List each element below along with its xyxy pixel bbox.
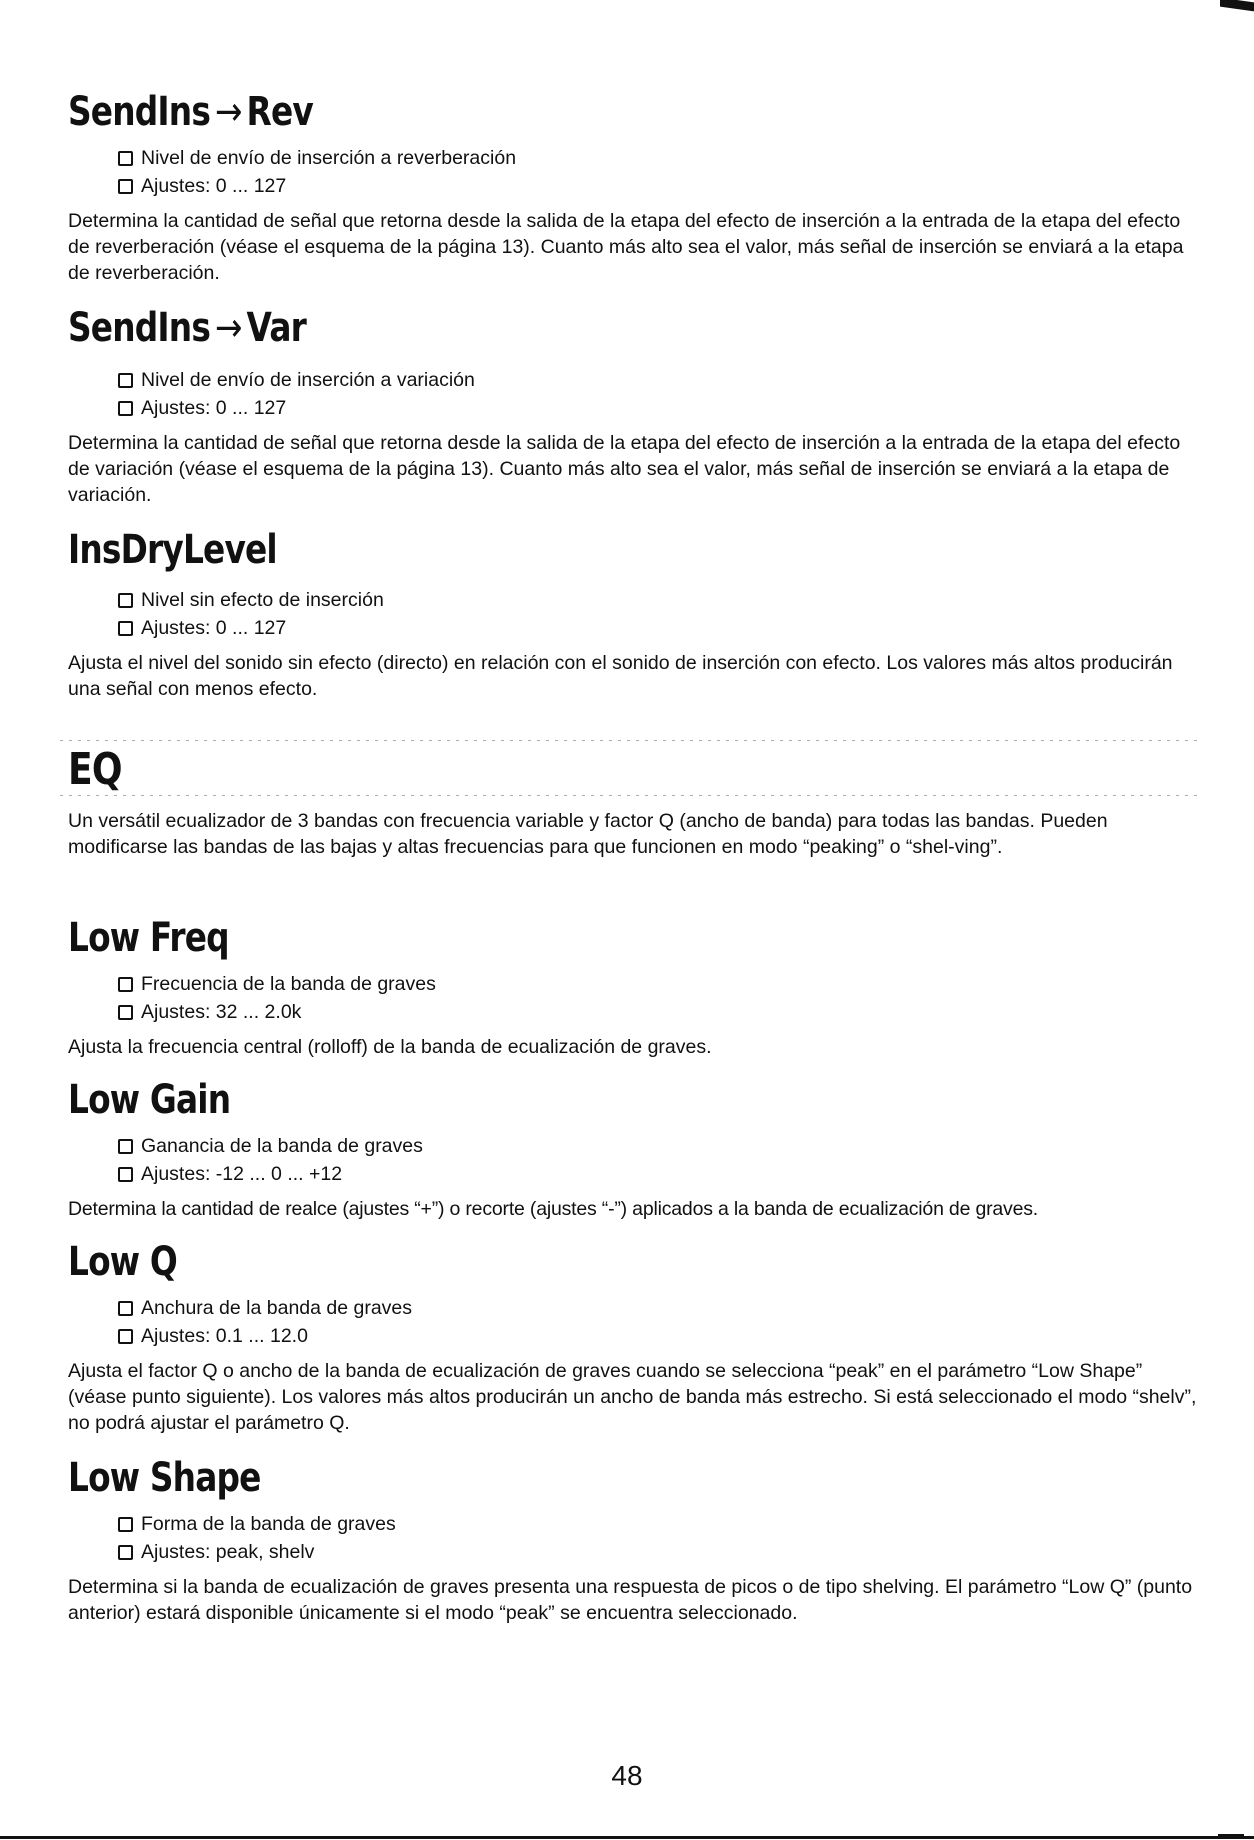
section-low-shape bbox=[68, 1455, 1198, 1626]
section-description: Determina si la banda de ecualización de graves presenta una respuesta de picos o de tipo shelving. El parámetro “Low Q” (punto anterior) estará disponible únicamente si el modo “peak” se encuentra seleccionado. bbox=[68, 1576, 1193, 1624]
checkbox-icon bbox=[118, 1139, 133, 1154]
section-description: Determina la cantidad de señal que retorna desde la salida de la etapa del efecto de inserción a la entrada de la etapa del efecto de variación (véase el esquema de la página 13). Cuanto más alto sea el valor, más señal de inserción se enviará a la etapa de variación. bbox=[68, 432, 1181, 506]
param-item bbox=[118, 998, 1198, 1026]
param-text: Ajustes: peak, shelv bbox=[141, 1541, 315, 1563]
heading-right: Var bbox=[246, 305, 306, 351]
checkbox-icon bbox=[118, 1545, 133, 1560]
section-heading: Low Shape bbox=[68, 1455, 261, 1501]
checkbox-icon bbox=[118, 1301, 133, 1316]
param-item bbox=[118, 1322, 1198, 1350]
checkbox-icon bbox=[118, 151, 133, 166]
section-heading: InsDryLevel bbox=[68, 527, 277, 573]
section-description: Ajusta la frecuencia central (rolloff) de la banda de ecualización de graves. bbox=[68, 1036, 712, 1058]
section-sendins-rev bbox=[68, 89, 1198, 286]
param-item bbox=[118, 586, 1198, 614]
section-sendins-var bbox=[68, 305, 1198, 508]
param-text: Ajustes: 0.1 ... 12.0 bbox=[141, 1325, 308, 1347]
param-item bbox=[118, 970, 1198, 998]
section-eq-body bbox=[68, 808, 1198, 860]
arrow-icon: → bbox=[214, 89, 242, 135]
param-text: Nivel de envío de inserción a variación bbox=[141, 369, 475, 391]
arrow-icon: → bbox=[214, 305, 242, 351]
section-description: Ajusta el nivel del sonido sin efecto (directo) en relación con el sonido de inserción con efecto. Los valores más altos producirán una señal con menos efecto. bbox=[68, 652, 1173, 700]
param-item bbox=[118, 394, 1198, 422]
section-insdrylevel bbox=[68, 527, 1198, 702]
param-item bbox=[118, 1538, 1198, 1566]
corner-mark-bottom bbox=[1218, 1834, 1244, 1836]
page-number: 48 bbox=[611, 1760, 643, 1791]
param-text: Nivel sin efecto de inserción bbox=[141, 589, 384, 611]
eq-divider-bottom bbox=[60, 795, 1200, 796]
param-item bbox=[118, 1160, 1198, 1188]
section-heading: EQ bbox=[68, 744, 122, 795]
checkbox-icon bbox=[118, 1329, 133, 1344]
param-text: Ganancia de la banda de graves bbox=[141, 1135, 423, 1157]
param-list bbox=[118, 1294, 1198, 1350]
section-low-freq bbox=[68, 915, 1198, 1060]
param-item bbox=[118, 172, 1198, 200]
param-item bbox=[118, 1510, 1198, 1538]
section-heading: Low Q bbox=[68, 1239, 177, 1285]
param-text: Ajustes: -12 ... 0 ... +12 bbox=[141, 1163, 343, 1185]
heading-right: Rev bbox=[246, 89, 313, 135]
section-heading: Low Freq bbox=[68, 915, 229, 961]
checkbox-icon bbox=[118, 977, 133, 992]
param-text: Ajustes: 0 ... 127 bbox=[141, 397, 287, 419]
section-heading bbox=[68, 89, 995, 135]
param-list bbox=[118, 970, 1198, 1026]
param-item bbox=[118, 1132, 1198, 1160]
heading-left: SendIns bbox=[68, 89, 211, 135]
bottom-rule bbox=[0, 1836, 1254, 1839]
param-item bbox=[118, 366, 1198, 394]
param-item bbox=[118, 1294, 1198, 1322]
section-heading bbox=[68, 305, 995, 351]
checkbox-icon bbox=[118, 593, 133, 608]
section-description: Determina la cantidad de realce (ajustes “+”) o recorte (ajustes “-”) aplicados a la banda de ecualización de graves. bbox=[68, 1198, 1038, 1220]
checkbox-icon bbox=[118, 401, 133, 416]
param-item bbox=[118, 144, 1198, 172]
param-text: Forma de la banda de graves bbox=[141, 1513, 396, 1535]
heading-left: SendIns bbox=[68, 305, 211, 351]
section-description: Un versátil ecualizador de 3 bandas con frecuencia variable y factor Q (ancho de banda) para todas las bandas. Pueden modificarse las bandas de las bajas y altas frecuencias para que funcionen en modo “peaking” o “shel-ving”. bbox=[68, 810, 1108, 858]
eq-divider-top bbox=[60, 740, 1200, 741]
checkbox-icon bbox=[118, 373, 133, 388]
section-eq bbox=[68, 744, 1198, 795]
section-heading: Low Gain bbox=[68, 1077, 231, 1123]
corner-mark bbox=[1220, 0, 1254, 11]
param-text: Ajustes: 0 ... 127 bbox=[141, 175, 287, 197]
param-list bbox=[118, 366, 1198, 422]
param-item bbox=[118, 614, 1198, 642]
param-list bbox=[118, 144, 1198, 200]
param-text: Ajustes: 0 ... 127 bbox=[141, 617, 287, 639]
checkbox-icon bbox=[118, 1517, 133, 1532]
section-low-q bbox=[68, 1239, 1198, 1436]
section-low-gain bbox=[68, 1077, 1198, 1222]
param-text: Nivel de envío de inserción a reverberación bbox=[141, 147, 517, 169]
param-text: Anchura de la banda de graves bbox=[141, 1297, 413, 1319]
checkbox-icon bbox=[118, 1005, 133, 1020]
param-list bbox=[118, 1132, 1198, 1188]
section-description: Ajusta el factor Q o ancho de la banda de ecualización de graves cuando se selecciona “peak” en el parámetro “Low Shape” (véase punto siguiente). Los valores más altos producirán un ancho de banda más estrecho. Si está seleccionado el modo “shelv”, no podrá ajustar el parámetro Q. bbox=[68, 1360, 1197, 1434]
checkbox-icon bbox=[118, 621, 133, 636]
param-list bbox=[118, 1510, 1198, 1566]
param-text: Frecuencia de la banda de graves bbox=[141, 973, 436, 995]
param-text: Ajustes: 32 ... 2.0k bbox=[141, 1001, 302, 1023]
section-description: Determina la cantidad de señal que retorna desde la salida de la etapa del efecto de inserción a la entrada de la etapa del efecto de reverberación (véase el esquema de la página 13). Cuanto más alto sea el valor, más señal de inserción se enviará a la etapa de reverberación. bbox=[68, 210, 1184, 284]
param-list bbox=[118, 586, 1198, 642]
checkbox-icon bbox=[118, 179, 133, 194]
checkbox-icon bbox=[118, 1167, 133, 1182]
